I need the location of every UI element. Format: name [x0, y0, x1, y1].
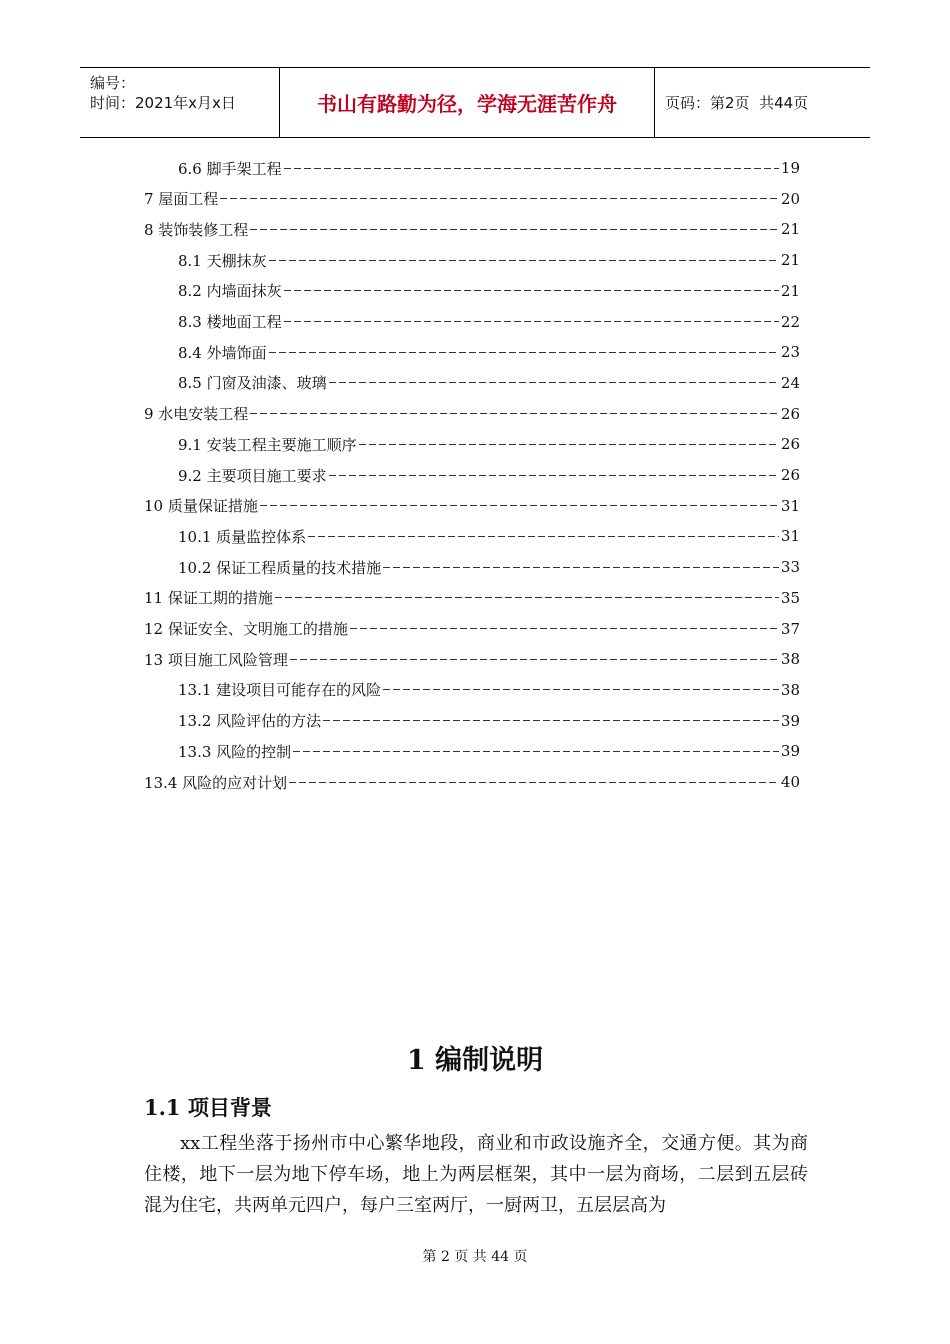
- section-heading: 1 编制说明: [406, 1045, 544, 1076]
- toc-entry-page: 24: [780, 373, 800, 392]
- toc-entry[interactable]: [178, 307, 800, 337]
- toc-entry[interactable]: [144, 399, 800, 429]
- toc-entry-title: 13.2 风险评估的方法: [178, 712, 322, 731]
- toc-entry-title: 13 项目施工风险管理: [144, 650, 288, 669]
- toc-entry[interactable]: [178, 736, 800, 766]
- toc-entry-page: 19: [780, 159, 800, 177]
- toc-entry-title: 13.3 风险的控制: [178, 742, 292, 761]
- toc-dash-leader: [293, 751, 779, 752]
- toc-entry[interactable]: [178, 368, 800, 398]
- header-page-info-cell: [655, 68, 870, 137]
- toc-entry[interactable]: [144, 767, 800, 797]
- toc-entry-title: 10.2 保证工程质量的技术措施: [178, 558, 382, 577]
- toc-entry-title: 10 质量保证措施: [144, 497, 258, 516]
- toc-entry-page: 35: [780, 588, 800, 607]
- toc-entry-page: 20: [780, 189, 800, 208]
- toc-entry[interactable]: [144, 583, 800, 613]
- toc-dash-leader: [284, 290, 779, 291]
- toc-dash-leader: [329, 475, 779, 476]
- toc-entry-page: 31: [780, 527, 800, 546]
- toc-dash-leader: [383, 689, 779, 690]
- toc-entry-title: 8.4 外墙饰面: [178, 343, 267, 362]
- page-header: [80, 67, 870, 138]
- toc-entry-page: 33: [780, 558, 800, 577]
- toc-entry-page: 22: [780, 312, 800, 331]
- toc-dash-leader: [359, 444, 779, 445]
- toc-entry-title: 13.4 风险的应对计划: [144, 773, 288, 792]
- toc-entry-page: 26: [780, 435, 800, 454]
- header-page-info: 页码：第2页 共44页: [665, 94, 809, 112]
- toc-entry-page: 21: [780, 251, 800, 270]
- toc-entry-title: 8.2 内墙面抹灰: [178, 282, 282, 301]
- toc-entry-page: 37: [780, 619, 800, 638]
- toc-dash-leader: [260, 505, 779, 506]
- toc-dash-leader: [290, 659, 779, 660]
- toc-entry[interactable]: [178, 245, 800, 275]
- toc-entry-page: 26: [780, 466, 800, 484]
- toc-entry-title: 8.3 楼地面工程: [178, 313, 282, 331]
- toc-entry-title: 11 保证工期的措施: [144, 589, 273, 608]
- toc-entry[interactable]: [144, 644, 800, 674]
- toc-dash-leader: [383, 567, 779, 568]
- toc-entry[interactable]: [178, 675, 800, 705]
- toc-entry-title: 8.5 门窗及油漆、玻璃: [178, 374, 327, 393]
- toc-entry-title: 8 装饰装修工程: [144, 220, 249, 239]
- toc-dash-leader: [329, 382, 779, 383]
- toc-entry-title: 10.1 质量监控体系: [178, 527, 307, 546]
- toc-entry[interactable]: [178, 429, 800, 459]
- toc-entry[interactable]: [144, 214, 800, 244]
- header-motto: 书山有路勤为径，学海无涯苦作舟: [280, 68, 655, 137]
- toc-entry-page: 39: [780, 742, 800, 761]
- toc-entry-page: 38: [780, 650, 800, 669]
- toc-dash-leader: [284, 321, 779, 322]
- toc-dash-leader: [269, 352, 779, 353]
- toc-entry-title: 6.6 脚手架工程: [178, 159, 282, 178]
- toc-dash-leader: [269, 260, 779, 261]
- toc-dash-leader: [308, 536, 779, 537]
- toc-entry[interactable]: [144, 614, 800, 644]
- toc-dash-leader: [350, 628, 779, 629]
- toc-entry[interactable]: [178, 521, 800, 551]
- toc-entry[interactable]: [178, 460, 800, 490]
- toc-entry[interactable]: [178, 337, 800, 367]
- toc-dash-leader: [289, 782, 779, 783]
- toc-entry-page: 21: [780, 220, 800, 239]
- toc-entry[interactable]: [178, 153, 800, 183]
- toc-entry[interactable]: [144, 184, 800, 214]
- toc-entry[interactable]: [178, 552, 800, 582]
- page-footer: 第 2 页 共 44 页: [422, 1249, 528, 1265]
- toc-entry-title: 13.1 建设项目可能存在的风险: [178, 681, 382, 700]
- body-paragraph-text: xx工程坐落于扬州市中心繁华地段，商业和市政设施齐全，交通方便。其为商住楼，地下一层为地下停车场，地上为两层框架，其中一层为商场，二层到五层砖混为住宅，共两单元四户，每户三室两厅，一厨两卫，五层层高为: [144, 1133, 808, 1216]
- toc-dash-leader: [275, 597, 779, 598]
- toc-entry-page: 40: [780, 773, 800, 791]
- toc-entry-page: 31: [780, 496, 800, 515]
- toc-entry-title: 8.1 天棚抹灰: [178, 251, 267, 270]
- document-date-label: 时间：2021年x月x日: [90, 94, 236, 112]
- toc-entry[interactable]: [178, 706, 800, 736]
- toc-entry[interactable]: [144, 491, 800, 521]
- toc-entry-title: 9.1 安装工程主要施工顺序: [178, 435, 357, 454]
- toc-entry-title: 7 屋面工程: [144, 190, 219, 209]
- body-paragraph: [144, 1128, 808, 1221]
- toc-entry-page: 21: [780, 281, 800, 300]
- header-left-cell: [80, 68, 280, 137]
- document-number-label: 编号：: [90, 74, 136, 92]
- toc-entry-title: 9 水电安装工程: [144, 405, 249, 424]
- toc-entry-page: 39: [780, 711, 800, 730]
- subsection-heading: 1.1 项目背景: [144, 1095, 272, 1120]
- toc-dash-leader: [250, 229, 779, 230]
- toc-entry-title: 9.2 主要项目施工要求: [178, 466, 327, 485]
- toc-entry-page: 23: [780, 343, 800, 362]
- toc-dash-leader: [250, 413, 779, 414]
- toc-dash-leader: [323, 720, 779, 721]
- toc-dash-leader: [284, 168, 779, 169]
- toc-entry[interactable]: [178, 276, 800, 306]
- toc-entry-page: 38: [780, 680, 800, 699]
- toc-dash-leader: [220, 198, 779, 199]
- toc-entry-title: 12 保证安全、文明施工的措施: [144, 620, 348, 638]
- toc-entry-page: 26: [780, 404, 800, 423]
